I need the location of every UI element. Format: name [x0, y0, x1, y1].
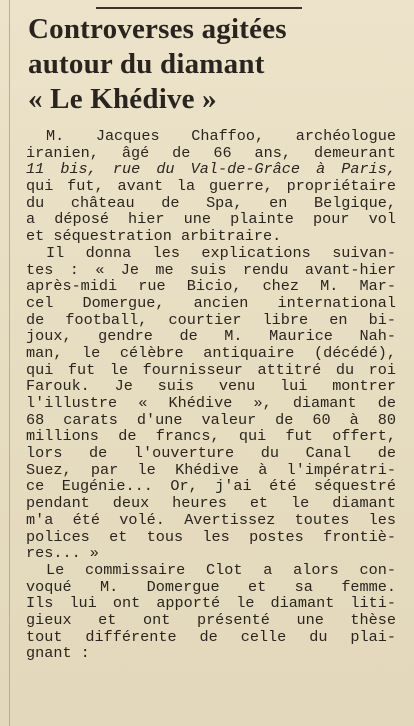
article-line: ce Eugénie... Or, j'ai été séquestré: [26, 477, 396, 496]
article-line: man, le célèbre antiquaire (décédé),: [26, 343, 396, 362]
article-line: tout différente de celle du plai-: [26, 627, 396, 646]
top-rule: [96, 7, 302, 9]
article-line: Ils lui ont apporté le diamant liti-: [26, 594, 396, 613]
article-line: 11 bis, rue du Val-de-Grâce à Paris,: [26, 160, 396, 179]
article-line: de football, courtier libre en bi-: [26, 310, 396, 329]
article-line: pendant deux heures et le diamant: [26, 494, 396, 513]
article-line: gnant :: [26, 644, 90, 663]
article-line: après-midi rue Bicio, chez M. Mar-: [26, 277, 396, 296]
article-line: res... »: [26, 544, 99, 563]
article-line: millions de francs, qui fut offert,: [26, 427, 396, 446]
article-line: lors de l'ouverture du Canal de: [26, 444, 396, 463]
article-body: [26, 128, 396, 662]
article-line: Suez, par le Khédive à l'impératri-: [26, 460, 396, 479]
article-line: et séquestration arbitraire.: [26, 227, 282, 246]
article-line: tes : « Je me suis rendu avant-hier: [26, 260, 396, 279]
article-line: qui fut, avant la guerre, propriétaire: [26, 177, 396, 196]
left-column-edge: [9, 0, 10, 726]
article-line: a déposé hier une plainte pour vol: [26, 210, 396, 229]
article-line: Le commissaire Clot a alors con-: [46, 560, 396, 579]
article-line: qui fut le fournisseur attitré du roi: [26, 360, 396, 379]
article-line: polices et tous les postes frontiè-: [26, 527, 396, 546]
headline-line-1: Controverses agitées: [28, 13, 287, 45]
headline-line-2: autour du diamant: [28, 48, 265, 80]
article-line: m'a été volé. Avertissez toutes les: [26, 510, 396, 529]
article-line: gieux et ont présenté une thèse: [26, 610, 396, 629]
article-line: cel Domergue, ancien international: [26, 293, 396, 312]
article-line: l'illustre « Khédive », diamant de: [26, 394, 396, 412]
article-line: du château de Spa, en Belgique,: [26, 193, 396, 212]
article-line: M. Jacques Chaffoo, archéologue: [46, 127, 396, 145]
article-line: Il donna les explications suivan-: [46, 243, 396, 262]
article-line: voqué M. Domergue et sa femme.: [26, 577, 396, 596]
article-line: joux, gendre de M. Maurice Nah-: [26, 327, 396, 346]
article-line: 68 carats d'une valeur de 60 à 80: [26, 410, 396, 429]
article-line: iranien, âgé de 66 ans, demeurant: [26, 143, 396, 162]
headline: [28, 12, 408, 117]
article-line: Farouk. Je suis venu lui montrer: [26, 377, 396, 396]
headline-line-3: « Le Khédive »: [28, 83, 217, 115]
